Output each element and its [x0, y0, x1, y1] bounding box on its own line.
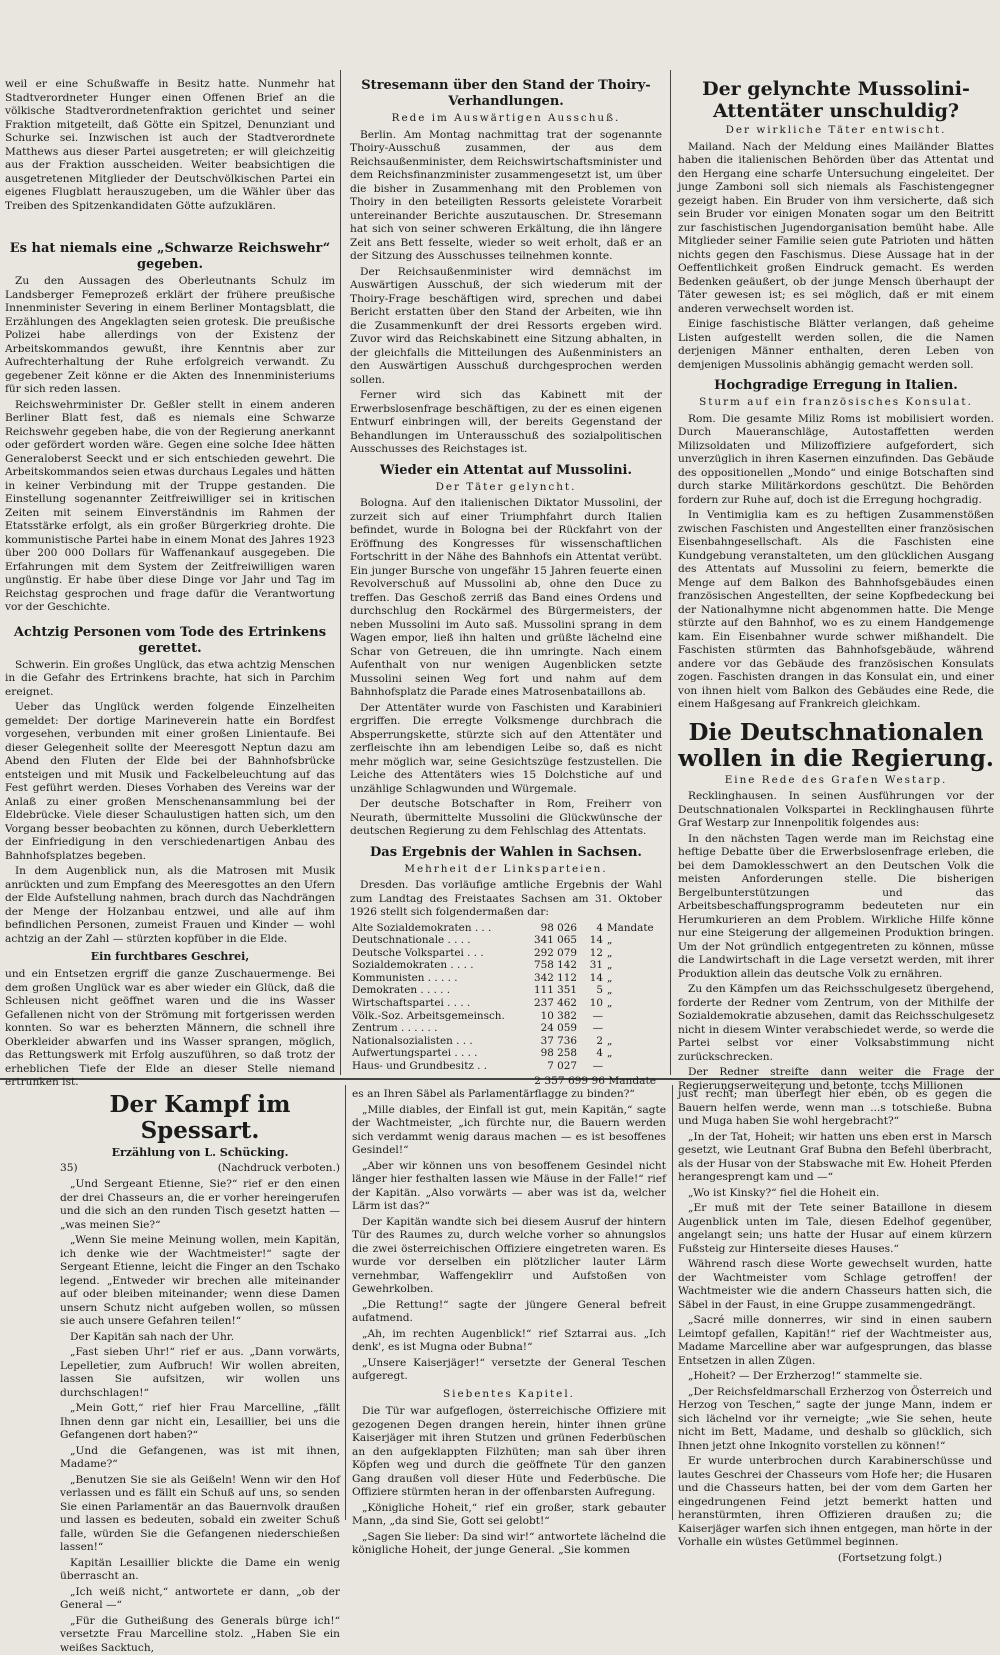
subheadline-gelyncht: Der wirkliche Täter entwischt.	[678, 124, 994, 138]
story-title: Der Kampf im Spessart.	[60, 1092, 340, 1144]
column-rule-2	[670, 70, 671, 1075]
paragraph: Er wurde unterbrochen durch Karabinerschüsse und lautes Geschrei der Chasseurs vom Hofe her; die Husaren und die Chasseurs hatten, bei der vom dem Garten her eingedrungenen Feind jetzt bemerkt hatten und heranstürmten, ihren Offizieren draußen zu; die Kaiserjäger warfen sich ihnen entgegen, man hörte in der Vorhalle ein wüstes Getümmel beginnen.	[678, 1455, 992, 1550]
paragraph: Mailand. Nach der Meldung eines Mailänder Blattes haben die italienischen Behörden über das Attentat und den Hergang eine scharfe Untersuchung eingeleitet. Der junge Zamboni soll sich niemals als Faschistengegner gezeigt haben. Ein Bruder von ihm versicherte, daß sich sein Bruder vor einigen Monaten sogar um den Beitritt zur faschistischen Jugendorganisation bemüht habe. Alle Mitglieder seiner Familie seien gute Patrioten und hätten nichts gegen den Faschismus. Diese Aussage hat in der Oeffentlichkeit großen Eindruck gemacht. Es werden Bedenken geäußert, ob der junge Mensch überhaupt der Täter gewesen ist; es sei möglich, daß er mit einem anderen verwechselt worden ist.	[678, 141, 994, 317]
story-column-3	[678, 1088, 992, 1522]
vote-count: 341 065	[526, 934, 579, 947]
headline-regierung: wollen in die Regierung.	[678, 746, 994, 772]
headline-stresemann: Stresemann über den Stand der Thoiry-Verhandlungen.	[350, 78, 662, 110]
headline-achtzig-personen: Achtzig Personen vom Tode des Ertrinkens gerettet.	[5, 625, 335, 657]
paragraph: In dem Augenblick nun, als die Matrosen mit Musik anrückten und zum Empfang des Meeresgottes an den Ufern der Elde Aufstellung nahmen, brach durch das Nachdrängen der Menge der Holzanbau entzwei, und alle auf ihm befindlichen Personen, zumeist Frauen und Kinder — wohl achtzig an der Zahl — stürzten kopfüber in die Elde.	[5, 865, 335, 946]
vote-count: 98 026	[526, 922, 579, 935]
seat-count: 5	[579, 984, 605, 997]
paragraph: Ferner wird sich das Kabinett mit der Erwerbslosenfrage beschäftigen, zu der es einen eigenen Entwurf einbringen will, der bereits Gegenstand der Behandlungen im Unterausschuß des sozialpolitischen Ausschusses des Reichstages ist.	[350, 389, 662, 457]
party-name: Alte Sozialdemokraten . . .	[350, 922, 526, 935]
election-result-row	[350, 984, 662, 997]
vote-count: 758 142	[526, 959, 579, 972]
party-name: Haus- und Grundbesitz . .	[350, 1060, 526, 1073]
headline-gelynchte-attentaeter: Der gelynchte Mussolini-Attentäter unschuldig?	[678, 78, 994, 122]
seat-unit: Mandate	[605, 922, 662, 935]
paragraph: Reichswehrminister Dr. Geßler stellt in einem anderen Berliner Blatt fest, daß es niemals eine Schwarze Reichswehr gegeben habe, die von der Regierung anerkannt oder gefördert worden wäre. Gegen eine solche Idee hätten Generaloberst Seeckt und er sich entschieden gewehrt. Die Arbeitskommandos seien etwas durchaus Legales und hätten in keiner Verbindung mit der Truppe gestanden. Die Einstellung sogenannter Zeitfreiwilliger sei in kritischen Zeiten mit seinem Einverständnis im Rahmen der Etatsstärke erfolgt, als ein großer Bürgerkrieg drohte. Die kommunistische Partei habe in einem Monat des Jahres 1923 über 200 000 Dollars für Waffenankauf ausgegeben. Die Erfahrungen mit dem System der Zeitfreiwilligen waren ungünstig. Er habe über diese Dinge vor Jahr und Tag im Reichstag gesprochen und frage dafür die Verantwortung vor der Geschichte.	[5, 399, 335, 615]
party-name: Deutschnationale . . . .	[350, 934, 526, 947]
paragraph: Der Reichsaußenminister wird demnächst im Auswärtigen Ausschuß, der sich wiederum mit der Thoiry-Frage beschäftigen wird, sprechen und dabei Bericht erstatten über den Stand der Arbeiten, wie ihn die Zusammenkunft der drei Ressorts ergeben wird. Zuvor wird das Reichskabinett eine Sitzung abhalten, in der gleichfalls die Mitteilungen des Außenministers an den Auswärtigen Ausschuß durchgesprochen werden sollen.	[350, 266, 662, 388]
paragraph: Während rasch diese Worte gewechselt wurden, hatte der Wachtmeister vom Schlage getroffen! der Wachtmeister wie die andern Chasseurs hatten sich, die Säbel in der Faust, in eine Gruppe zusammengedrängt.	[678, 1258, 992, 1312]
seat-unit: „	[605, 1047, 662, 1060]
paragraph: „Die Rettung!“ sagte der jüngere General befreit aufatmend.	[352, 1299, 666, 1326]
paragraph: „Er muß mit der Tete seiner Bataillone in diesem Augenblick unten im Tale, diesen Edelhof gegenüber, angelangt sein; uns hatte der Husar auf einem kürzern Fußsteig zur Hinterseite dieses Hauses.“	[678, 1202, 992, 1256]
election-result-row	[350, 972, 662, 985]
election-result-row	[350, 1047, 662, 1060]
paragraph: „Und die Gefangenen, was ist mit ihnen, Madame?“	[60, 1445, 340, 1472]
seat-unit	[605, 1060, 662, 1073]
election-result-row	[350, 1035, 662, 1048]
election-result-row	[350, 922, 662, 935]
party-name: Kommunisten . . . . .	[350, 972, 526, 985]
story-author: Erzählung von L. Schücking.	[60, 1146, 340, 1160]
seat-count: 10	[579, 997, 605, 1010]
paragraph: Der deutsche Botschafter in Rom, Freiherr von Neurath, übermittelte Mussolini die Glückwünsche der deutschen Regierung zu dem Fehlschlag des Attentats.	[350, 798, 662, 839]
continuation-notice: (Fortsetzung folgt.)	[678, 1552, 992, 1566]
seat-count: —	[579, 1010, 605, 1023]
article-intro: weil er eine Schußwaffe in Besitz hatte. Nunmehr hat Stadtverordneter Hunger einen Offenen Brief an die völkische Stadtverordnetenfraktion gerichtet und seiner Fraktion mitgeteilt, daß Götte ein Spitzel, Denunziant und Schurke sei. Inzwischen ist auch der Stadtverordnete Matthews aus dieser Partei ausgetreten; er will gleichzeitig aus der Fraktion ausscheiden. Weiter beabsichtigen die ausgetretenen Mitglieder der Deutschvölkischen Partei ein eigenes Flugblatt herauszugeben, um die Wähler über das Treiben des Spitzenkandidaten Götte aufzuklären.	[5, 78, 335, 213]
vote-count: 7 027	[526, 1060, 579, 1073]
seat-count: 12	[579, 947, 605, 960]
paragraph: es an Ihren Säbel als Parlamentärflagge zu binden?“	[352, 1088, 666, 1102]
paragraph: Zu den Aussagen des Oberleutnants Schulz im Landsberger Femeprozeß erklärt der frühere preußische Innenminister Severing in einem Berliner Montagsblatt, die Erzählungen des Angeklagten seien grotesk. Die preußische Polizei habe allerdings von der Existenz der Arbeitskommandos gewußt, ihre Kenntnis aber zur Aufrechterhaltung der Ruhe erfolgreich verwandt. Zu gegebener Zeit könne er die Akten des Innenministeriums für sich reden lassen.	[5, 275, 335, 397]
paragraph: „Mein Gott,“ rief hier Frau Marcelline, „fällt Ihnen denn gar nicht ein, Lesaillier, bei uns die Gefangenen dort haben?“	[60, 1402, 340, 1443]
party-name: Wirtschaftspartei . . . .	[350, 997, 526, 1010]
party-name: Völk.-Soz. Arbeitsgemeinsch.	[350, 1010, 526, 1023]
story-rule-1	[345, 1085, 346, 1520]
paragraph: „Sagen Sie lieber: Da sind wir!“ antwortete lächelnd die königliche Hoheit, der junge General. „Sie kommen	[352, 1531, 666, 1558]
paragraph: „Wo ist Kinsky?“ fiel die Hoheit ein.	[678, 1187, 992, 1201]
vote-count: 111 351	[526, 984, 579, 997]
column-rule-1	[340, 70, 341, 1075]
vote-count: 237 462	[526, 997, 579, 1010]
vote-count: 24 059	[526, 1022, 579, 1035]
story-column-2	[352, 1088, 666, 1522]
party-name: Nationalsozialisten . . .	[350, 1035, 526, 1048]
seat-count: 2	[579, 1035, 605, 1048]
installment-number: 35)	[60, 1162, 78, 1176]
election-result-row	[350, 934, 662, 947]
seat-unit: „	[605, 947, 662, 960]
party-name: Deutsche Volkspartei . . .	[350, 947, 526, 960]
party-name: Zentrum . . . . . .	[350, 1022, 526, 1035]
paragraph: „Mille diables, der Einfall ist gut, mein Kapitän,“ sagte der Wachtmeister, „ich fürchte nur, die Bauern werden sich verdammt wenig daraus machen — es ist besoffenes Gesindel!“	[352, 1104, 666, 1158]
seat-count: 31	[579, 959, 605, 972]
seat-unit: „	[605, 959, 662, 972]
seat-unit	[605, 1010, 662, 1023]
paragraph: Der Kapitän wandte sich bei diesem Ausruf der hintern Tür des Raumes zu, durch welche vorher so ahnungslos die zwei österreichischen Offiziere eingetreten waren. Es wurde vor derselben ein plötzlicher lauter Lärm vernehmbar, Waffengeklirr und Aufstoßen von Gewehrkolben.	[352, 1216, 666, 1297]
column-3	[678, 78, 994, 1073]
paragraph: Der Redner streifte dann weiter die Frage der Regierungserweiterung und betonte, tcchs Millionen	[678, 1066, 994, 1093]
vote-count: 98 258	[526, 1047, 579, 1060]
election-results-table	[350, 922, 662, 1073]
paragraph: Der Kapitän sah nach der Uhr.	[60, 1331, 340, 1345]
vote-count: 10 382	[526, 1010, 579, 1023]
paragraph: „Ich weiß nicht,“ antwortete er dann, „ob der General —“	[60, 1586, 340, 1613]
headline-wahlen-sachsen: Das Ergebnis der Wahlen in Sachsen.	[350, 845, 662, 861]
paragraph: Schwerin. Ein großes Unglück, das etwa achtzig Menschen in die Gefahr des Ertrinkens brachte, hat sich in Parchim ereignet.	[5, 659, 335, 700]
vote-count: 342 112	[526, 972, 579, 985]
paragraph: „Ah, im rechten Augenblick!“ rief Sztarrai aus. „Ich denk', es ist Mugna oder Bubna!“	[352, 1328, 666, 1355]
paragraph: „In der Tat, Hoheit; wir hatten uns eben erst in Marsch gesetzt, wie Leutnant Graf Bubna den Befehl überbracht, als der Husar von der Stabswache mit Ew. Hoheit Pferden herangesprengt kam und —“	[678, 1131, 992, 1185]
paragraph: „Und Sergeant Etienne, Sie?“ rief er den einen der drei Chasseurs an, die er vorher hereingerufen und die sich an den runden Tisch gesetzt hatten — „was meinen Sie?“	[60, 1178, 340, 1232]
paragraph: Berlin. Am Montag nachmittag trat der sogenannte Thoiry-Ausschuß zusammen, der aus dem Reichsaußenminister, dem Reichswirtschaftsminister und dem Reichsfinanzminister zusammengesetzt ist, um über die bisher in Zusammenhang mit den Problemen von Thoiry in den beteiligten Ressorts geleistete Vorarbeit untereinander Berichte auszutauschen. Dr. Stresemann hat sich von seiner schweren Erkältung, die ihn längere Zeit ans Bett fesselte, wieder so weit erholt, daß er an der Sitzung des Ausschusses teilnehmen konnte.	[350, 129, 662, 264]
paragraph: „Unsere Kaiserjäger!“ versetzte der General Teschen aufgeregt.	[352, 1357, 666, 1384]
vote-count: 37 736	[526, 1035, 579, 1048]
subheadline-stresemann: Rede im Auswärtigen Ausschuß.	[350, 112, 662, 126]
election-result-row	[350, 947, 662, 960]
reprint-notice: (Nachdruck verboten.)	[218, 1162, 340, 1176]
headline-deutschnationalen: Die Deutschnationalen	[678, 720, 994, 746]
seat-count: 14	[579, 934, 605, 947]
paragraph: Dresden. Das vorläufige amtliche Ergebnis der Wahl zum Landtag des Freistaates Sachsen am 31. Oktober 1926 stellt sich folgendermaßen dar:	[350, 879, 662, 920]
seat-count: 14	[579, 972, 605, 985]
seat-count: 4	[579, 922, 605, 935]
paragraph: Rom. Die gesamte Miliz Roms ist mobilisiert worden. Durch Maueranschläge, Autostaffetten werden Milizsoldaten und Milizoffiziere aufgefordert, sich unverzüglich in ihren Kasernen einzufinden. Das Gebäude des oppositionellen „Mondo“ und einige Botschaften sind durch starke Militärkordons geschützt. Die Behörden fordern zur Ruhe auf, doch ist die Erregung hochgradig.	[678, 413, 994, 508]
paragraph: „Sacré mille donnerres, wir sind in einen saubern Leimtopf gefallen, Kapitän!“ rief der Wachtmeister aus, Madame Marcelline aber war aufgesprungen, das blasse Entsetzen in allen Zügen.	[678, 1314, 992, 1368]
paragraph: In Ventimiglia kam es zu heftigen Zusammenstößen zwischen Faschisten und Angestellten einer französischen Eisenbahngesellschaft. Als die Faschisten eine Kundgebung veranstalteten, um den glücklichen Ausgang des Attentats auf Mussolini zu feiern, bemerkte die Menge auf dem Balkon des Bahnhofsgebäudes einen französischen Angestellten, der seine Kopfbedeckung bei der Nationalhymne nicht abgenommen hatte. Die Menge stürzte auf den Bahnhof, wo es zu einem Handgemenge kam. Ein Eisenbahner wurde schwer mißhandelt. Die Faschisten stürmten das Bahnhofsgebäude, während andere vor das Gebäude des französischen Konsulats zogen. Faschisten drangen in das Konsulat ein, und einer von ihnen hielt vom Balkon des Gebäudes eine Rede, die einem Haßgesang auf Frankreich gleichkam.	[678, 509, 994, 712]
paragraph: „Wenn Sie meine Meinung wollen, mein Kapitän, ich denke wie der Wachtmeister!“ sagte der Sergeant Etienne, leicht die Finger an den Tschako legend. „Entweder wir brechen alle miteinander auf oder bleiben miteinander; wenn diese Damen unsern Schutz nicht aufgeben wollen, so müssen sie auch unsere Gefahren teilen!“	[60, 1234, 340, 1329]
paragraph: Bologna. Auf den italienischen Diktator Mussolini, der zurzeit sich auf einer Triumphfahrt durch Italien befindet, wurde in Bologna bei der Rückfahrt von der Eröffnung des Kongresses für wissenschaftlichen Fortschritt in der Nähe des Bahnhofs ein Attentat verübt. Ein junger Bursche von ungefähr 15 Jahren feuerte einen Revolverschuß auf Mussolini ab, ohne den Duce zu treffen. Das Geschoß zerriß das Band eines Ordens und durchschlug den Rockärmel des Bürgermeisters, der neben Mussolini im Auto saß. Mussolini sprang in dem Wagen empor, ließ ihn halten und grüßte lächelnd eine Schar von Getreuen, die ihn umringte. Nach einem Aufenthalt von nur wenigen Augenblicken setzte Mussolini seinen Weg fort und nahm auf dem Bahnhofsplatz die Parade eines Matrosenbataillons ab.	[350, 497, 662, 700]
paragraph: Der Attentäter wurde von Faschisten und Karabinieri ergriffen. Die erregte Volksmenge durchbrach die Absperrungskette, stürzte sich auf den Attentäter und zerfleischte ihn am lebendigen Leibe so, daß es nicht mehr möglich war, seine Gesichtszüge festzustellen. Die Leiche des Attentäters wies 15 Dolchstiche auf und unzählige Schlagwunden und Würgemale.	[350, 702, 662, 797]
paragraph: „Benutzen Sie sie als Geißeln! Wenn wir den Hof verlassen und es fällt ein Schuß auf uns, so senden Sie einen Parlamentär an das Bauernvolk draußen und lassen es bedeuten, sobald ein zweiter Schuß falle, würden Sie die Gefangenen niederschießen lassen!“	[60, 1474, 340, 1555]
paragraph: just recht; man überlegt hier eben, ob es gegen die Bauern helfen werde, wenn man ...s totschieße. Bubna und Muga haben Sie wohl hergebracht?“	[678, 1088, 992, 1129]
seat-unit: „	[605, 1035, 662, 1048]
seat-unit: „	[605, 972, 662, 985]
seat-count: 4	[579, 1047, 605, 1060]
story-meta	[60, 1162, 340, 1176]
seat-unit: „	[605, 984, 662, 997]
paragraph: „Fast sieben Uhr!“ rief er aus. „Dann vorwärts, Lepelletier, zum Aufbruch! Wir wollen abreiten, lassen Sie aufsitzen, wir wollen uns durchschlagen!“	[60, 1346, 340, 1400]
subheadline-westarp: Eine Rede des Grafen Westarp.	[678, 774, 994, 788]
seat-count: —	[579, 1022, 605, 1035]
headline-schwarze-reichswehr: Es hat niemals eine „Schwarze Reichswehr“ gegeben.	[5, 241, 335, 273]
subheadline-attentat: Der Täter gelyncht.	[350, 481, 662, 495]
paragraph: „Aber wir können uns von besoffenem Gesindel nicht länger hier festhalten lassen wie Mäuse in der Falle!“ rief der Kapitän. „Also vorwärts — aber was ist da, welcher Lärm ist das?“	[352, 1160, 666, 1214]
paragraph: „Hoheit? — Der Erzherzog!“ stammelte sie.	[678, 1370, 992, 1384]
column-1	[5, 78, 335, 1073]
paragraph: „Für die Gutheißung des Generals bürge ich!“ versetzte Frau Marcelline stolz. „Haben Sie ein weißes Sacktuch,	[60, 1615, 340, 1655]
headline-attentat: Wieder ein Attentat auf Mussolini.	[350, 463, 662, 479]
party-name: Sozialdemokraten . . . .	[350, 959, 526, 972]
paragraph: Recklinghausen. In seinen Ausführungen vor der Deutschnationalen Volkspartei in Recklinghausen führte Graf Westarp zur Innenpolitik folgendes aus:	[678, 790, 994, 831]
election-result-row	[350, 1060, 662, 1073]
paragraph: In den nächsten Tagen werde man im Reichstag eine heftige Debatte über die Erwerbslosenfrage erleben, die bei dem Damoklesschwert an den Deutschen Volk die meisten Anforderungen stelle. Die bisherigen Bergelbunterstützungen und das Arbeitsbeschaffungsprogramm bedeuteten nur ein Herumkurieren an dem Problem. Wirkliche Hilfe könne nur eine Steigerung der allgemeinen Produktion bringen. Um der Not gründlich entgegentreten zu können, müsse die Landwirtschaft in die Lage versetzt werden, mit ihrer Produktion allein das deutsche Volk zu ernähren.	[678, 833, 994, 982]
paragraph: Einige faschistische Blätter verlangen, daß geheime Listen aufgestellt werden sollen, die die Namen derjenigen Männer enthalten, deren Leben von demjenigen Mussolinis abhängig gemacht werden soll.	[678, 318, 994, 372]
election-result-row	[350, 1010, 662, 1023]
party-name: Demokraten . . . . .	[350, 984, 526, 997]
story-rule-2	[672, 1085, 673, 1520]
column-2	[350, 78, 662, 1073]
election-total: 2 357 699 96 Mandate	[350, 1075, 662, 1089]
vote-count: 292 079	[526, 947, 579, 960]
subheadline-erregung: Sturm auf ein französisches Konsulat.	[678, 396, 994, 410]
story-column-1	[60, 1092, 340, 1522]
paragraph: Zu den Kämpfen um das Reichsschulgesetz übergehend, forderte der Redner vom Zentrum, von der Mithilfe der Sozialdemokratie abzusehen, damit das Reichsschulgesetz nicht in diesem Winter verabschiedet werde, so werde die Partei selbst vor einer Volksabstimmung nicht zurückschrecken.	[678, 983, 994, 1064]
election-result-row	[350, 959, 662, 972]
party-name: Aufwertungspartei . . . .	[350, 1047, 526, 1060]
paragraph: Die Tür war aufgeflogen, österreichische Offiziere mit gezogenen Degen drangen herein, hinter ihnen grüne Kaiserjäger mit ihren Stutzen und grünen Federbüschen an den aufgeklappten Filzhüten; man sah über ihren Köpfen weg und durch die geöffnete Tür den ganzen Gang draußen voll dieser Hüte und Federbüsche. Die Offiziere stürmten heran in der offenbarsten Aufregung.	[352, 1405, 666, 1500]
chapter-heading: Siebentes Kapitel.	[352, 1388, 666, 1402]
subheadline-geschrei: Ein furchtbares Geschrei,	[5, 949, 335, 965]
paragraph: und ein Entsetzen ergriff die ganze Zuschauermenge. Bei dem großen Unglück war es aber wieder ein Glück, daß die Schleusen nicht geöffnet waren und die ins Wasser Gefallenen nicht von der Strömung mit fortgerissen werden konnten. So war es beherzten Männern, die schnell ihre Oberkleider abwarfen und ins Wasser sprangen, möglich, das Rettungswerk mit Erfolg auszuführen, so daß trotz der erheblichen Tiefe der Elde an dieser Stelle niemand ertrunken ist.	[5, 968, 335, 1090]
seat-count: —	[579, 1060, 605, 1073]
seat-unit: „	[605, 997, 662, 1010]
election-result-row	[350, 997, 662, 1010]
seat-unit: „	[605, 934, 662, 947]
paragraph: Kapitän Lesaillier blickte die Dame ein wenig überrascht an.	[60, 1557, 340, 1584]
seat-unit	[605, 1022, 662, 1035]
paragraph: Ueber das Unglück werden folgende Einzelheiten gemeldet: Der dortige Marineverein hatte ein Bordfest vorgesehen, verbunden mit einer großen Linientaufe. Bei dieser Gelegenheit sollte der Meeresgott Neptun dazu am Abend den Fluten der Elde bei der Bahnhofsbrücke entsteigen und mit Musik und Fackelbeleuchtung auf das Fest geführt werden. Dieses Vorhaben des Vereins war der Anlaß zu einer großen Menschenansammlung bei der Eldebrücke. Viele dieser Schaulustigen hatten sich, um den Vorgang besser beobachten zu können, durch Ueberklettern der Einfriedigung in den verschiedenartigen Anbau des Bahnhofsplatzes begeben.	[5, 701, 335, 863]
paragraph: „Der Reichsfeldmarschall Erzherzog von Österreich und Herzog von Teschen,“ sagte der junge Mann, indem er sich lächelnd vor ihr verneigte; „wie Sie sehen, heute nicht im Bett, Madame, und deshalb so glücklich, sich Ihnen jetzt ohne Inkognito vorstellen zu können!“	[678, 1386, 992, 1454]
paragraph: „Königliche Hoheit,“ rief ein großer, stark gebauter Mann, „da sind Sie, Gott sei gelobt!“	[352, 1502, 666, 1529]
headline-erregung-italien: Hochgradige Erregung in Italien.	[678, 378, 994, 394]
subheadline-wahlen: Mehrheit der Linksparteien.	[350, 863, 662, 877]
election-result-row	[350, 1022, 662, 1035]
